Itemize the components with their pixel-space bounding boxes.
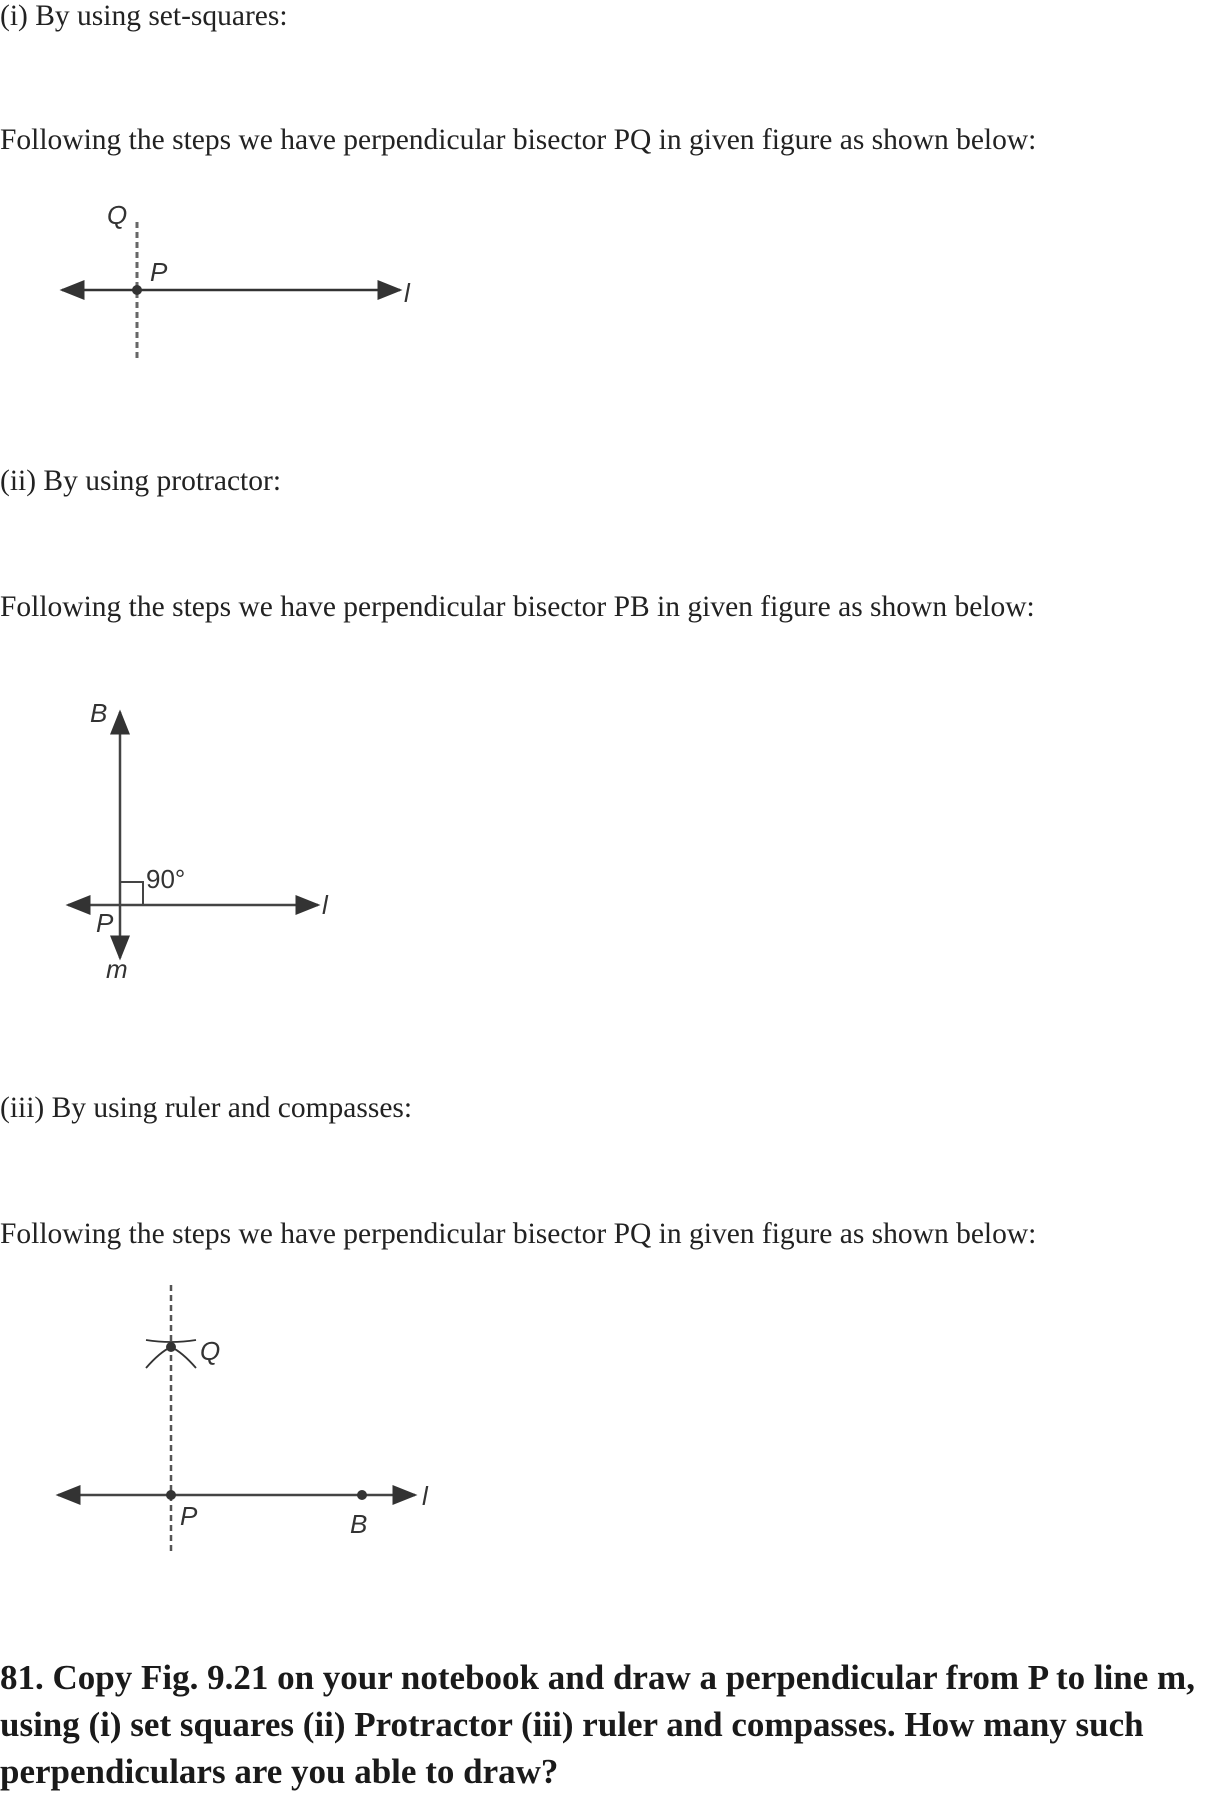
section-3-caption: Following the steps we have perpendicular bisector PQ in given figure as shown below:: [0, 1218, 1037, 1250]
label-b: B: [350, 1509, 368, 1539]
point-p: [132, 285, 142, 295]
label-l: l: [322, 890, 328, 920]
label-p: P: [96, 908, 114, 938]
label-q: Q: [200, 1336, 221, 1366]
figure-protractor: [68, 698, 329, 984]
point-b: [357, 1490, 367, 1500]
point-q: [166, 1342, 176, 1352]
figure-set-squares: [62, 200, 411, 360]
label-q: Q: [107, 200, 128, 230]
label-l: l: [422, 1481, 428, 1511]
section-2-heading: (ii) By using protractor:: [0, 465, 282, 497]
label-p: P: [150, 257, 168, 287]
label-angle: 90°: [146, 864, 186, 894]
section-1-heading: (i) By using set-squares:: [0, 0, 288, 32]
label-m: m: [106, 954, 128, 984]
figure-ruler-compasses: [58, 1285, 429, 1553]
label-b: B: [90, 698, 108, 728]
right-angle-mark: [120, 882, 143, 905]
section-1-caption: Following the steps we have perpendicular bisector PQ in given figure as shown below:: [0, 124, 1037, 156]
label-p: P: [180, 1501, 198, 1531]
point-p: [166, 1490, 176, 1500]
label-l: l: [404, 278, 410, 308]
question-81: 81. Copy Fig. 9.21 on your notebook and draw a perpendicular from P to line m, using (i) set squares (ii) Protractor (iii) ruler and compasses. How many such perpendiculars are you able to draw?: [0, 1658, 1195, 1791]
section-2-caption: Following the steps we have perpendicular bisector PB in given figure as shown below:: [0, 591, 1035, 623]
section-3-heading: (iii) By using ruler and compasses:: [0, 1092, 413, 1124]
